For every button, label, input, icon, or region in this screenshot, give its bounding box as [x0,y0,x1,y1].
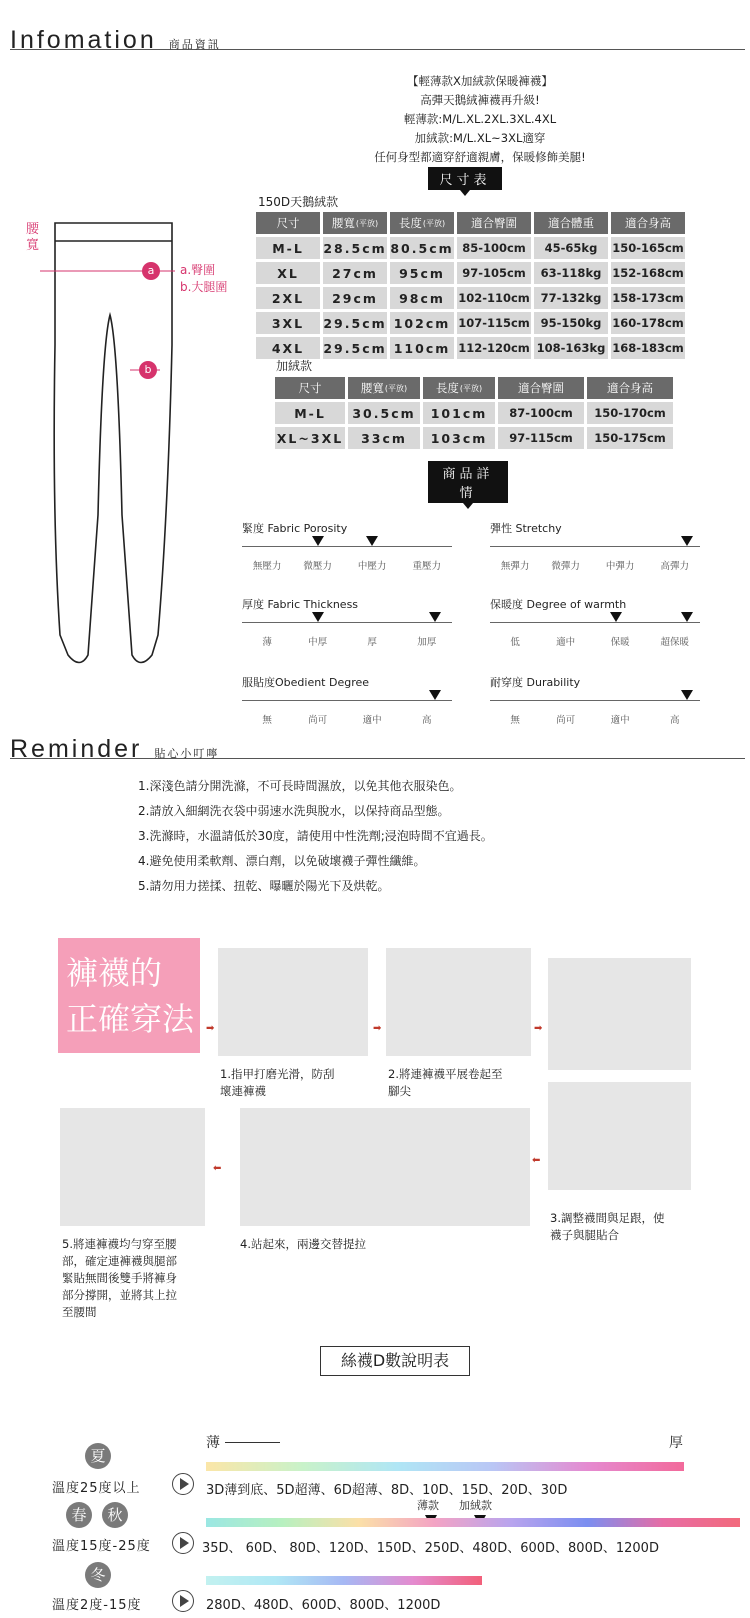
scale-marker-icon [681,536,693,546]
table-header: 尺寸 [275,377,345,399]
scale-line [242,700,452,701]
step3a-illustration [548,958,691,1070]
scale-line [490,622,700,623]
size-chart-badge: 尺寸表 [428,167,502,190]
table-cell: 29.5cm [323,312,387,334]
table-cell: 103cm [423,427,495,449]
scale-label: 無 [510,715,520,726]
scale-label: 微彈力 [551,561,580,572]
reminder-item: 3.洗滌時，水溫請低於30度，請使用中性洗劑;浸泡時間不宜過長。 [138,829,493,843]
scale-marker-icon [429,612,441,622]
table-header [423,377,495,399]
thigh-label-text: b.大腿圍 [180,280,228,294]
scale-label: 高彈力 [660,561,690,572]
intro-line: 加絨款:M/L.XL~3XL適穿 [414,131,546,145]
step4-caption: 4.站起來，兩邊交替提拉 [240,1237,366,1251]
winter-list: 280D、480D、600D、800D、1200D [206,1598,441,1613]
table-header [323,212,387,234]
scale-label: 高 [422,715,432,726]
step1-caption: 1.指甲打磨光滑，防刮 壞連褲襪 [220,1067,335,1098]
table-cell: 4XL [256,337,320,359]
scale-label: 中厚 [308,637,328,648]
reminder-item: 4.避免使用柔軟劑、漂白劑，以免破壞襪子彈性纖維。 [138,854,426,868]
reminder-title: Reminder [10,735,143,763]
table-cell: 107-115cm [457,312,531,334]
thin-type-label: 薄款 [417,1499,439,1512]
table-header: 適合身高 [587,377,673,399]
scale-title: 保暖度 Degree of warmth [490,598,627,611]
autumn-icon: 秋 [102,1502,128,1528]
intro-line: 輕薄款:M/L.XL.2XL.3XL.4XL [403,112,557,126]
step3b-illustration [548,1082,691,1190]
table-cell: 112-120cm [457,337,531,359]
arrow-right-icon: ➡ [373,1023,382,1034]
table-header: 適合臀圍 [457,212,531,234]
denier-title: 絲襪D數說明表 [320,1346,470,1376]
header-note: (平放) [384,383,408,393]
table-cell: M-L [256,237,320,259]
scale-label: 超保暖 [660,637,690,648]
howto-title-line: 褲襪的 [66,954,163,992]
intro-line: 高彈天鵝絨褲襪再升級! [420,93,540,107]
step5-caption: 5.將連褲襪均勻穿至腰 部，確定連褲襪與腿部 緊貼無間後雙手將褲身 部分撐開，並將其上拉 至腰間 [62,1237,177,1319]
scale-label: 低 [510,637,520,648]
scale-marker-icon [681,612,693,622]
play-icon [172,1532,194,1554]
header-text: 腰寬 [331,216,355,230]
table-header: 尺寸 [256,212,320,234]
fleece-type-label: 加絨款 [459,1499,492,1512]
reminder-subtitle: 貼心小叮嚀 [154,747,220,760]
table-header [348,377,420,399]
table-cell: 110cm [390,337,454,359]
table-cell: 150-175cm [587,427,673,449]
table-cell: M-L [275,402,345,424]
scale-marker-icon [429,690,441,700]
scale-label: 無彈力 [500,561,530,572]
table-header: 適合體重 [534,212,608,234]
scale-title: 服貼度Obedient Degree [242,676,370,689]
info-title: Infomation [10,26,157,54]
scale-line [242,546,452,547]
arrow-right-icon: ➡ [206,1023,215,1034]
howto-title-line: 正確穿法 [66,1000,195,1038]
table-cell: 63-118kg [534,262,608,284]
table-cell: XL [256,262,320,284]
size-table-1 [256,212,685,359]
step1-illustration [218,948,368,1056]
table-cell: 85-100cm [457,237,531,259]
table-cell: 3XL [256,312,320,334]
step2-illustration [386,948,531,1056]
marker-b: b [139,361,157,379]
arrow-left-icon: ⬅ [213,1163,222,1174]
info-subtitle: 商品資訊 [168,38,221,51]
scale-line [490,546,700,547]
table-cell: 98cm [390,287,454,309]
scale-stretch [490,520,710,572]
table-cell: 97-115cm [498,427,584,449]
thin-arrow-line [225,1442,280,1443]
scale-marker-icon [610,612,622,622]
scale-obedient [242,674,462,726]
header-text: 長度 [435,381,459,395]
summer-temp: 溫度25度以上 [52,1481,141,1496]
step4a-illustration [240,1108,388,1226]
reminder-header [10,735,745,763]
header-note: (平放) [355,218,379,228]
table-cell: 102-110cm [457,287,531,309]
detail-badge: 商品詳情 [428,461,508,503]
scale-porosity [242,520,462,572]
spring-temp: 溫度15度-25度 [52,1539,151,1554]
table-cell: XL~3XL [275,427,345,449]
size-table-2 [275,377,673,449]
table-cell: 2XL [256,287,320,309]
play-icon [172,1473,194,1495]
scale-label: 中壓力 [357,561,387,572]
table-cell: 29.5cm [323,337,387,359]
table-cell: 77-132kg [534,287,608,309]
scale-thickness [242,596,462,648]
scale-title: 彈性 Stretchy [490,522,562,535]
scale-marker-icon [681,690,693,700]
marker-a: a [142,262,160,280]
reminder-item: 1.深淺色請分開洗滌，不可長時間濕放，以免其他衣服染色。 [138,779,462,793]
winter-icon: 冬 [85,1562,111,1588]
thin-label: 薄 [206,1435,220,1451]
spring-bar [206,1518,740,1527]
scale-label: 重壓力 [412,561,442,572]
table-cell: 150-170cm [587,402,673,424]
table-cell: 29cm [323,287,387,309]
table-cell: 168-183cm [611,337,685,359]
table-cell: 87-100cm [498,402,584,424]
table-header [390,212,454,234]
arrow-left-icon: ⬅ [532,1155,541,1166]
table-cell: 160-178cm [611,312,685,334]
table2-title: 加絨款 [276,359,313,373]
scale-label: 適中 [610,715,630,726]
scale-label: 厚 [367,637,377,648]
header-text: 長度 [398,216,422,230]
thick-label: 厚 [669,1435,683,1451]
table-cell: 101cm [423,402,495,424]
reminder-list [138,774,493,899]
header-text: 腰寬 [360,381,384,395]
scale-label: 微壓力 [303,561,332,572]
scale-label: 薄 [262,637,272,648]
table-cell: 30.5cm [348,402,420,424]
scale-label: 保暖 [610,637,630,648]
scale-line [490,700,700,701]
howto-title [58,938,200,1053]
table-cell: 102cm [390,312,454,334]
table-cell: 95-150kg [534,312,608,334]
table-cell: 80.5cm [390,237,454,259]
table1-title: 150D天鵝絨款 [258,195,339,209]
scale-title: 耐穿度 Durability [490,676,581,689]
table-cell: 45-65kg [534,237,608,259]
scale-title: 厚度 Fabric Thickness [242,598,359,611]
spring-list: 35D、 60D、 80D、120D、150D、250D、480D、600D、800D、1200D [202,1541,659,1556]
scale-title: 緊度 Fabric Porosity [242,522,348,535]
table-cell: 108-163kg [534,337,608,359]
summer-bar [206,1462,684,1471]
product-intro [330,72,630,167]
table-cell: 152-168cm [611,262,685,284]
winter-temp: 溫度2度-15度 [52,1598,142,1613]
reminder-item: 2.請放入細網洗衣袋中弱速水洗與脫水，以保持商品型態。 [138,804,450,818]
scale-label: 無壓力 [252,561,282,572]
summer-icon: 夏 [85,1443,111,1469]
intro-line: 任何身型都適穿舒適親膚，保暖修飾美腿! [374,150,586,164]
scale-label: 加厚 [417,637,437,648]
scale-label: 適中 [556,637,576,648]
scale-marker-icon [312,612,324,622]
table-cell: 158-173cm [611,287,685,309]
hip-label-text: a.臀圍 [180,263,216,277]
table-cell: 97-105cm [457,262,531,284]
spring-icon: 春 [66,1502,92,1528]
waist-label: 腰 寬 [26,222,40,253]
scale-marker-icon [312,536,324,546]
scale-line [242,622,452,623]
step5-illustration [60,1108,205,1226]
table-cell: 95cm [390,262,454,284]
scale-marker-icon [366,536,378,546]
scale-label: 適中 [362,715,382,726]
table-header: 適合身高 [611,212,685,234]
scale-label: 中彈力 [605,561,635,572]
table-cell: 27cm [323,262,387,284]
scale-warmth [490,596,710,648]
table-cell: 33cm [348,427,420,449]
step3-caption: 3.調整襪間與足跟，使 襪子與腿貼合 [550,1211,665,1242]
scale-label: 尚可 [556,715,576,726]
step4b-illustration [388,1108,530,1226]
scale-durability [490,674,710,726]
info-header [10,26,745,54]
table-cell: 28.5cm [323,237,387,259]
table-header: 適合臀圍 [498,377,584,399]
step2-caption: 2.將連褲襪平展卷起至 腳尖 [388,1067,503,1098]
scale-label: 無 [262,715,272,726]
table-cell: 150-165cm [611,237,685,259]
winter-bar [206,1576,482,1585]
intro-line: 【輕薄款X加絨款保暖褲襪】 [407,74,553,88]
arrow-right-icon: ➡ [534,1023,543,1034]
hip-label [180,262,227,296]
scale-label: 高 [670,715,680,726]
scale-label: 尚可 [308,715,328,726]
reminder-item: 5.請勿用力搓揉、扭乾、曝曬於陽光下及烘乾。 [138,879,390,893]
play-icon [172,1590,194,1612]
summer-list: 3D薄到底、5D超薄、6D超薄、8D、10D、15D、20D、30D [206,1483,568,1498]
header-note: (平放) [422,218,446,228]
header-note: (平放) [459,383,483,393]
